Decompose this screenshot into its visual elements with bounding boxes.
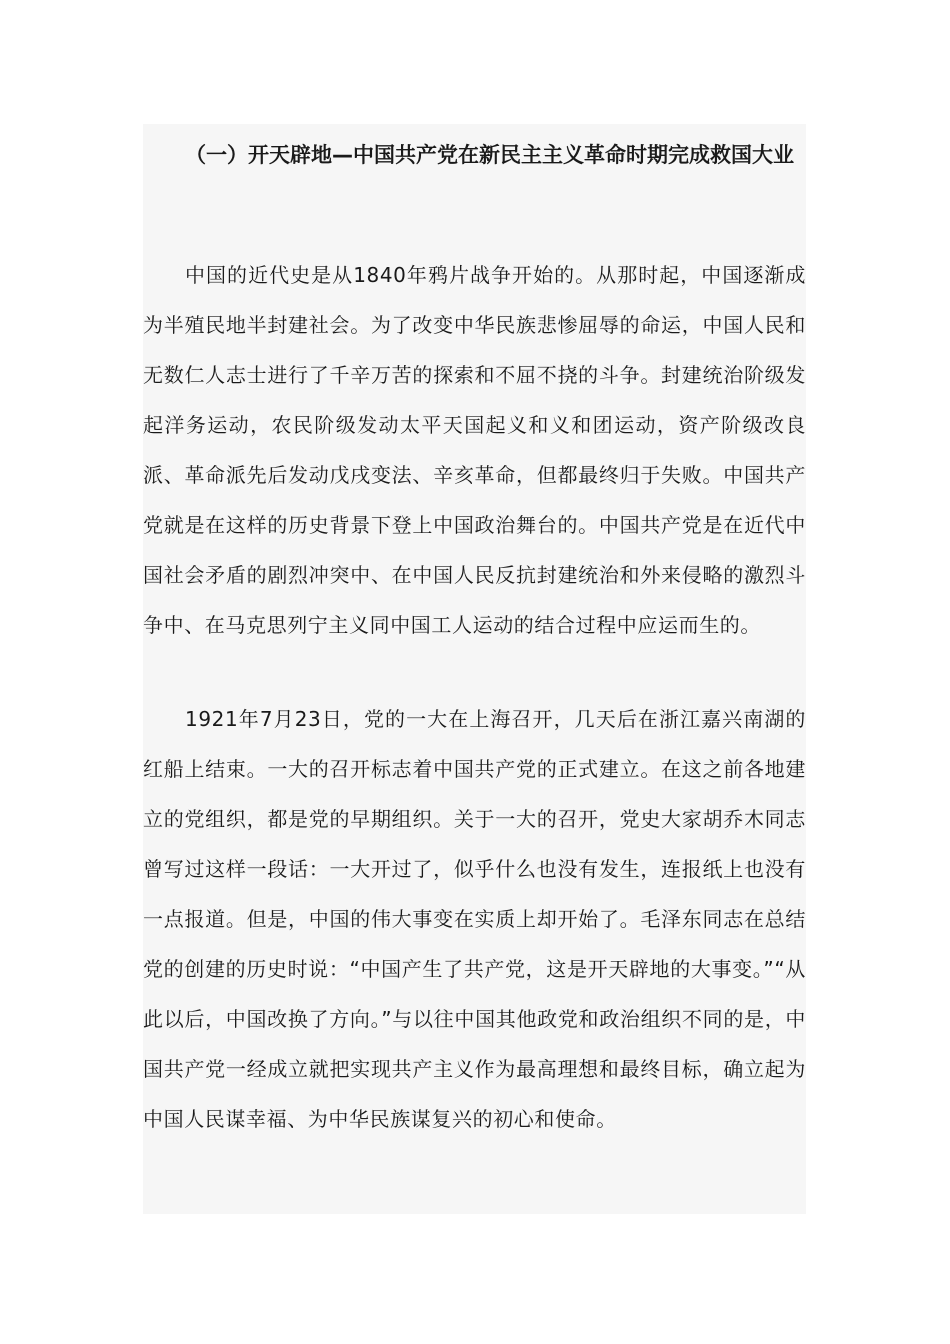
document-text-block — [143, 124, 806, 1214]
paragraph-first-congress: 1921年7月23日，党的一大在上海召开，几天后在浙江嘉兴南湖的红船上结束。一大的召开标志着中国共产党的正式建立。在这之前各地建立的党组织，都是党的早期组织。关于一大的召开，党史大家胡乔木同志曾写过这样一段话：一大开过了，似乎什么也没有发生，连报纸上也没有一点报道。但是，中国的伟大事变在实质上却开始了。毛泽东同志在总结党的创建的历史时说：“中国产生了共产党，这是开天辟地的大事变。”“从此以后，中国改换了方向。”与以往中国其他政党和政治组织不同的是，中国共产党一经成立就把实现共产主义作为最高理想和最终目标，确立起为中国人民谋幸福、为中华民族谋复兴的初心和使命。 — [143, 707, 806, 1131]
section-heading: （一）开天辟地—中国共产党在新民主主义革命时期完成救国大业 — [185, 143, 794, 167]
paragraph-modern-history: 中国的近代史是从1840年鸦片战争开始的。从那时起，中国逐渐成为半殖民地半封建社会。为了改变中华民族悲惨屈辱的命运，中国人民和无数仁人志士进行了千辛万苦的探索和不屈不挠的斗争。封建统治阶级发起洋务运动，农民阶级发动太平天国起义和义和团运动，资产阶级改良派、革命派先后发动戊戌变法、辛亥革命，但都最终归于失败。中国共产党就是在这样的历史背景下登上中国政治舞台的。中国共产党是在近代中国社会矛盾的剧烈冲突中、在中国人民反抗封建统治和外来侵略的激烈斗争中、在马克思列宁主义同中国工人运动的结合过程中应运而生的。 — [143, 263, 806, 637]
